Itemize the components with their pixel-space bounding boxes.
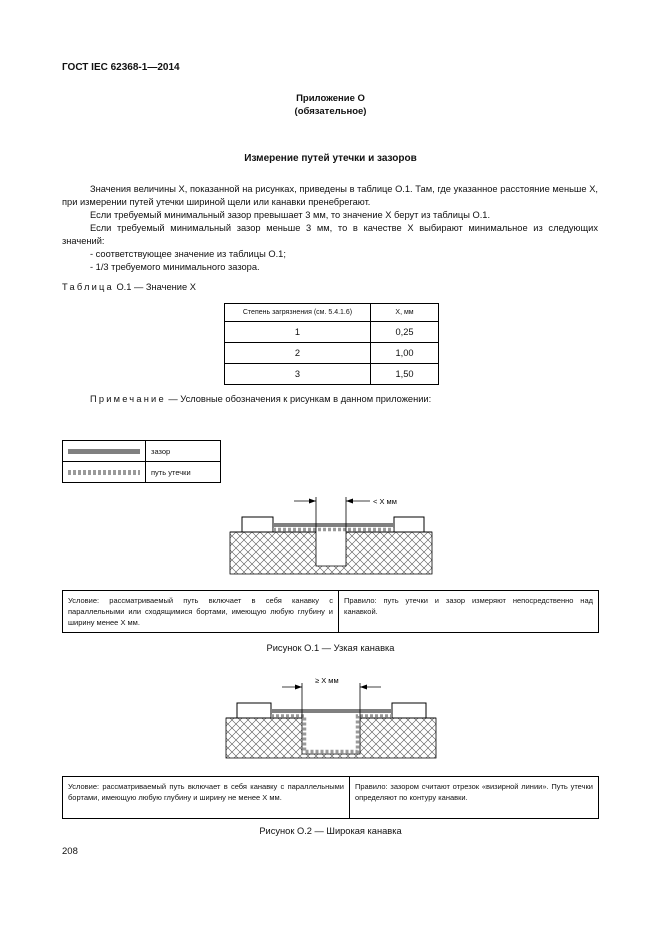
figure1-condition: Условие: рассматриваемый путь включает в себя канавку с параллельными или сходящимися бортами, имеющую любую глубину и ширину менее X мм. bbox=[63, 591, 339, 633]
note-label: Примечание bbox=[90, 394, 166, 404]
values-table bbox=[224, 303, 439, 385]
paragraph: Если требуемый минимальный зазор превышает 3 мм, то значение X берут из таблицы О.1. bbox=[90, 210, 491, 220]
legend-label: зазор bbox=[146, 441, 221, 462]
figure2-rule: Правило: зазором считают отрезок «визирной линии». Путь утечки определяют по контуру канавки. bbox=[350, 777, 599, 819]
section-title: Измерение путей утечки и зазоров bbox=[244, 153, 417, 164]
appendix-status: (обязательное) bbox=[294, 106, 367, 117]
table-caption-word: Таблица bbox=[62, 282, 114, 292]
table-header-cell: X, мм bbox=[371, 304, 439, 322]
legend-label: путь утечки bbox=[146, 462, 221, 483]
figure2-condition-table bbox=[62, 776, 599, 819]
figure1-diagram bbox=[230, 497, 432, 574]
body-text bbox=[62, 183, 598, 274]
appendix-title: Приложение О bbox=[296, 93, 365, 104]
legend-swatch-clearance bbox=[63, 441, 146, 462]
figure2-dimension-label: ≥ X мм bbox=[315, 676, 339, 685]
paragraph: Значения величины X, показанной на рисунках, приведены в таблице О.1. Там, где указанное расстояние меньше X, при измерении путей утечки шириной щели или канавки пренебрегают. bbox=[62, 184, 598, 207]
figure2-condition: Условие: рассматриваемый путь включает в себя канавку с параллельными бортами, имеющую любую глубину и ширину не менее X мм. bbox=[63, 777, 350, 819]
document-header: ГОСТ IEC 62368-1—2014 bbox=[62, 62, 180, 73]
figure1-dimension-label: < X мм bbox=[373, 497, 397, 506]
figure1-caption: Рисунок О.1 — Узкая канавка bbox=[266, 643, 395, 653]
table-cell: 3 bbox=[225, 364, 371, 385]
legend-swatch-creepage bbox=[63, 462, 146, 483]
table-cell: 1,50 bbox=[371, 364, 439, 385]
table-cell: 0,25 bbox=[371, 322, 439, 343]
table-row bbox=[225, 343, 439, 364]
note bbox=[90, 394, 431, 404]
table-row bbox=[225, 322, 439, 343]
legend-table bbox=[62, 440, 221, 483]
figure2-diagram bbox=[226, 683, 436, 758]
table-cell: 1 bbox=[225, 322, 371, 343]
list-item: - соответствующее значение из таблицы О.1; bbox=[90, 249, 286, 259]
figure1-rule: Правило: путь утечки и зазор измеряют непосредственно над канавкой. bbox=[339, 591, 599, 633]
table-header-cell: Степень загрязнения (см. 5.4.1.6) bbox=[225, 304, 371, 322]
table-cell: 2 bbox=[225, 343, 371, 364]
table-row bbox=[225, 364, 439, 385]
table-caption bbox=[62, 282, 196, 292]
table-caption-text: О.1 — Значение X bbox=[116, 282, 196, 292]
paragraph: Если требуемый минимальный зазор меньше 3 мм, то в качестве X выбирают минимальное из следующих значений: bbox=[62, 223, 598, 246]
figure2-caption: Рисунок О.2 — Широкая канавка bbox=[259, 826, 402, 836]
figure1-condition-table bbox=[62, 590, 599, 633]
list-item: - 1/3 требуемого минимального зазора. bbox=[90, 262, 260, 272]
table-cell: 1,00 bbox=[371, 343, 439, 364]
note-text: — Условные обозначения к рисункам в данном приложении: bbox=[168, 394, 432, 404]
page-number: 208 bbox=[62, 846, 78, 857]
